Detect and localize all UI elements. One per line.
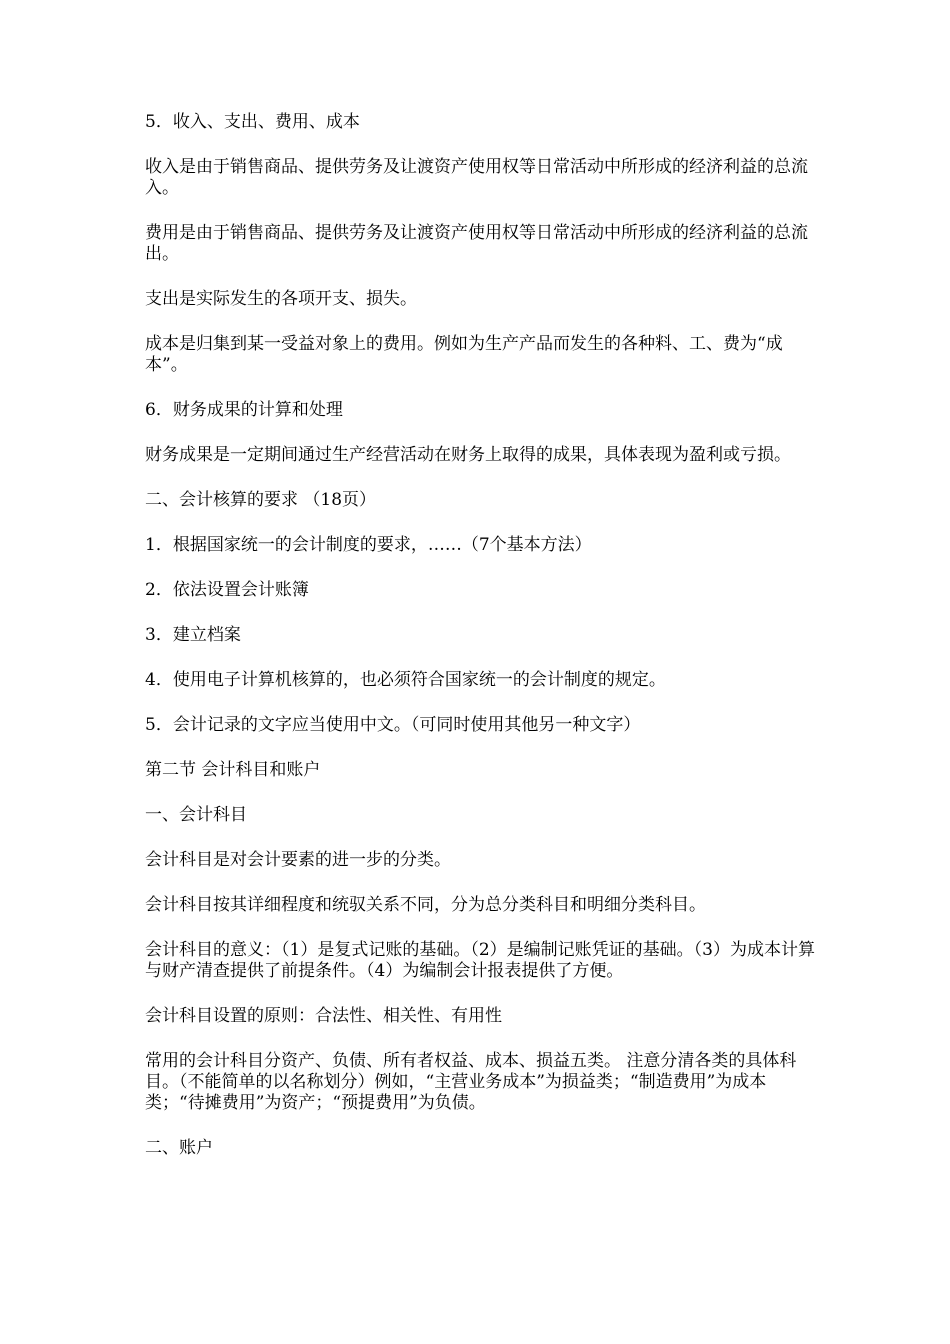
paragraph-subjects-significance: 会计科目的意义：（1）是复式记账的基础。（2）是编制记账凭证的基础。（3）为成本计算与财产清查提供了前提条件。（4）为编制会计报表提供了方便。	[145, 940, 815, 981]
paragraph-income-definition: 收入是由于销售商品、提供劳务及让渡资产使用权等日常活动中所形成的经济利益的总流入。	[145, 157, 808, 198]
paragraph-expenditure-definition: 支出是实际发生的各项开支、损失。	[145, 289, 417, 309]
section-heading-accounts: 二、账户	[145, 1138, 213, 1158]
paragraph-subjects-categories: 常用的会计科目分资产、负债、所有者权益、成本、损益五类。 注意分清各类的具体科目。（不能简单的以名称划分）例如，“主营业务成本”为损益类；“制造费用”为成本类；“待摊费用”为资产；“预提费用”为负债。	[145, 1051, 797, 1113]
paragraph-cost-definition: 成本是归集到某一受益对象上的费用。例如为生产产品而发生的各种料、工、费为“成本”。	[145, 334, 783, 375]
paragraph-financial-results: 财务成果是一定期间通过生产经营活动在财务上取得的成果，具体表现为盈利或亏损。	[145, 445, 791, 465]
list-item-requirement-5: 5．会计记录的文字应当使用中文。（可同时使用其他另一种文字）	[145, 715, 641, 735]
section-heading-chapter-two: 第二节 会计科目和账户	[145, 760, 321, 780]
section-heading-accounting-requirements: 二、会计核算的要求 （18页）	[145, 490, 377, 510]
paragraph-expense-definition: 费用是由于销售商品、提供劳务及让渡资产使用权等日常活动中所形成的经济利益的总流出。	[145, 223, 808, 264]
list-item-requirement-2: 2．依法设置会计账簿	[145, 580, 309, 600]
paragraph-subjects-definition: 会计科目是对会计要素的进一步的分类。	[145, 850, 451, 870]
section-heading-accounting-subjects: 一、会计科目	[145, 805, 247, 825]
list-item-requirement-1: 1．根据国家统一的会计制度的要求，……（7个基本方法）	[145, 535, 592, 555]
section-heading-income-expenditure: 5．收入、支出、费用、成本	[145, 112, 360, 132]
paragraph-subjects-principles: 会计科目设置的原则：合法性、相关性、有用性	[145, 1006, 502, 1026]
section-heading-financial-results: 6．财务成果的计算和处理	[145, 400, 343, 420]
list-item-requirement-3: 3．建立档案	[145, 625, 241, 645]
document-page	[145, 112, 815, 1183]
list-item-requirement-4: 4．使用电子计算机核算的，也必须符合国家统一的会计制度的规定。	[145, 670, 666, 690]
paragraph-subjects-classification: 会计科目按其详细程度和统驭关系不同，分为总分类科目和明细分类科目。	[145, 895, 706, 915]
